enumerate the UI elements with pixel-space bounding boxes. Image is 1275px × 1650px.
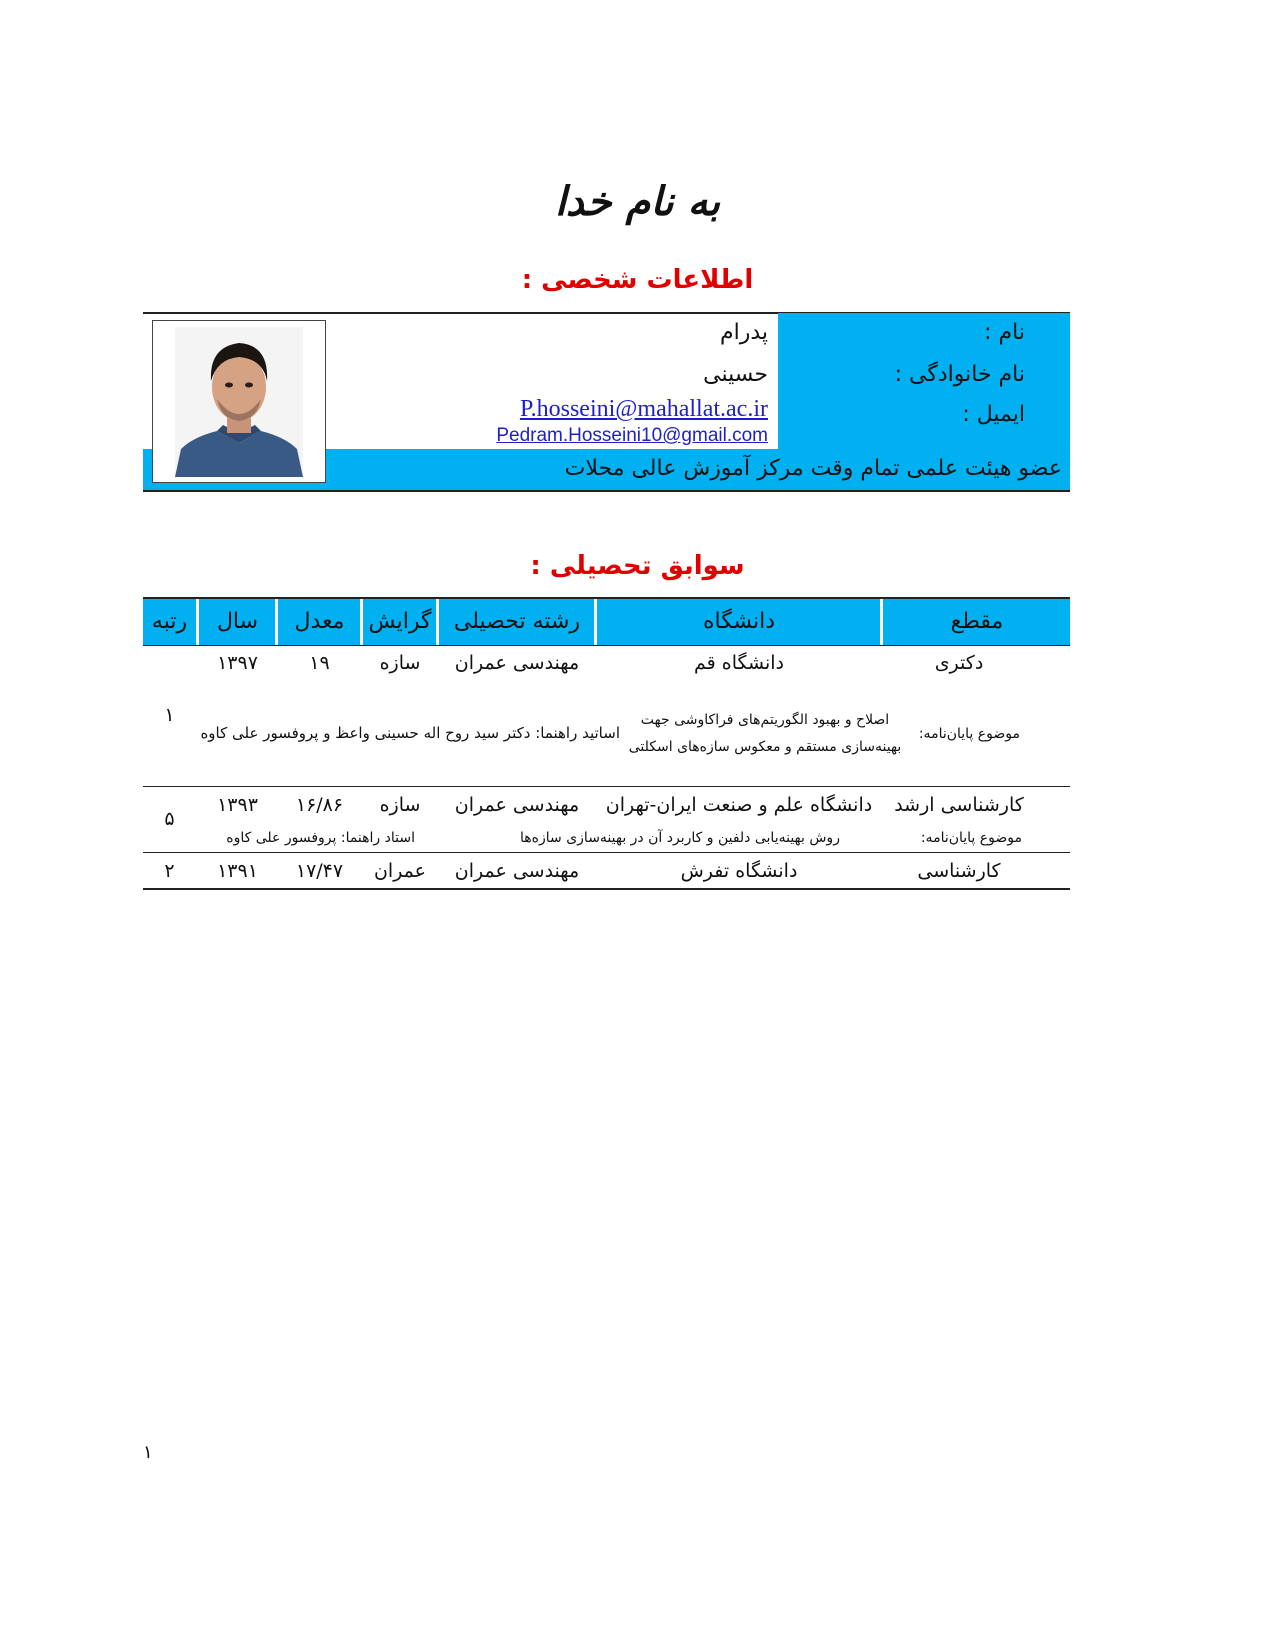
personal-bottom-border xyxy=(143,490,1070,492)
document-title: به نام خدا xyxy=(554,178,721,225)
page-number: ۱ xyxy=(143,1442,153,1463)
row3-university: دانشگاه تفرش xyxy=(680,860,798,882)
header-year: سال xyxy=(216,609,259,634)
row2-field: مهندسی عمران xyxy=(454,794,580,816)
header-level: مقطع xyxy=(950,609,1004,634)
row1-year: ۱۳۹۷ xyxy=(217,652,258,674)
row2-major: سازه xyxy=(379,794,421,816)
name-label: نام : xyxy=(984,320,1025,345)
name-value: پدرام xyxy=(719,320,768,345)
row2-rank: ۵ xyxy=(164,808,175,830)
row1-bottom-border xyxy=(143,786,1070,787)
education-bottom-border xyxy=(143,888,1070,890)
education-heading: سوابق تحصیلی : xyxy=(530,551,745,581)
header-gpa: معدل xyxy=(294,609,345,634)
family-label: نام خانوادگی : xyxy=(894,362,1025,387)
row3-major: عمران xyxy=(373,860,427,882)
row2-university: دانشگاه علم و صنعت ایران-تهران xyxy=(605,794,873,816)
position-text: عضو هیئت علمی تمام وقت مرکز آموزش عالی محلات xyxy=(564,456,1062,481)
row3-level: کارشناسی xyxy=(917,860,1001,882)
row2-thesis: روش بهینه‌یابی دلفین و کاربرد آن در بهینه‌سازی سازه‌ها xyxy=(520,830,840,846)
row3-rank: ۲ xyxy=(164,860,175,882)
header-major: گرایش xyxy=(368,609,432,634)
row1-thesis-line2: بهینه‌سازی مستقم و معکوس سازه‌های اسکلتی xyxy=(628,739,902,755)
row1-rank: ۱ xyxy=(164,704,175,726)
row3-year: ۱۳۹۱ xyxy=(217,860,258,882)
email-label: ایمیل : xyxy=(962,402,1025,427)
personal-info-heading: اطلاعات شخصی : xyxy=(521,265,754,295)
row3-field: مهندسی عمران xyxy=(454,860,580,882)
header-field: رشته تحصیلی xyxy=(453,609,581,634)
row1-field: مهندسی عمران xyxy=(454,652,580,674)
row1-thesis-label: موضوع پایان‌نامه: xyxy=(918,726,1020,742)
row1-advisors: اساتید راهنما: دکتر سید روح اله حسینی واعظ و پروفسور علی کاوه xyxy=(200,724,620,742)
education-header-border xyxy=(143,645,1070,646)
portrait-image xyxy=(153,321,325,482)
header-rank: رتبه xyxy=(151,609,188,634)
row1-gpa: ۱۹ xyxy=(309,652,330,674)
row2-gpa: ۱۶/۸۶ xyxy=(295,794,344,816)
row1-university: دانشگاه قم xyxy=(694,652,784,674)
email-link-secondary[interactable]: Pedram.Hosseini10@gmail.com xyxy=(496,425,768,446)
row2-thesis-label: موضوع پایان‌نامه: xyxy=(920,830,1022,846)
row3-gpa: ۱۷/۴۷ xyxy=(295,860,344,882)
row1-major: سازه xyxy=(379,652,421,674)
row1-level: دکتری xyxy=(934,652,984,674)
row2-advisor: استاد راهنما: پروفسور علی کاوه xyxy=(226,830,415,846)
email-link-primary[interactable]: P.hosseini@mahallat.ac.ir xyxy=(519,396,768,422)
row2-year: ۱۳۹۳ xyxy=(217,794,258,816)
row2-level: کارشناسی ارشد xyxy=(894,794,1024,816)
row1-thesis-line1: اصلاح و بهبود الگوریتم‌های فراکاوشی جهت xyxy=(640,712,890,728)
header-university: دانشگاه xyxy=(702,609,776,634)
family-value: حسینی xyxy=(703,362,768,387)
profile-photo xyxy=(152,320,326,483)
row2-bottom-border xyxy=(143,852,1070,853)
